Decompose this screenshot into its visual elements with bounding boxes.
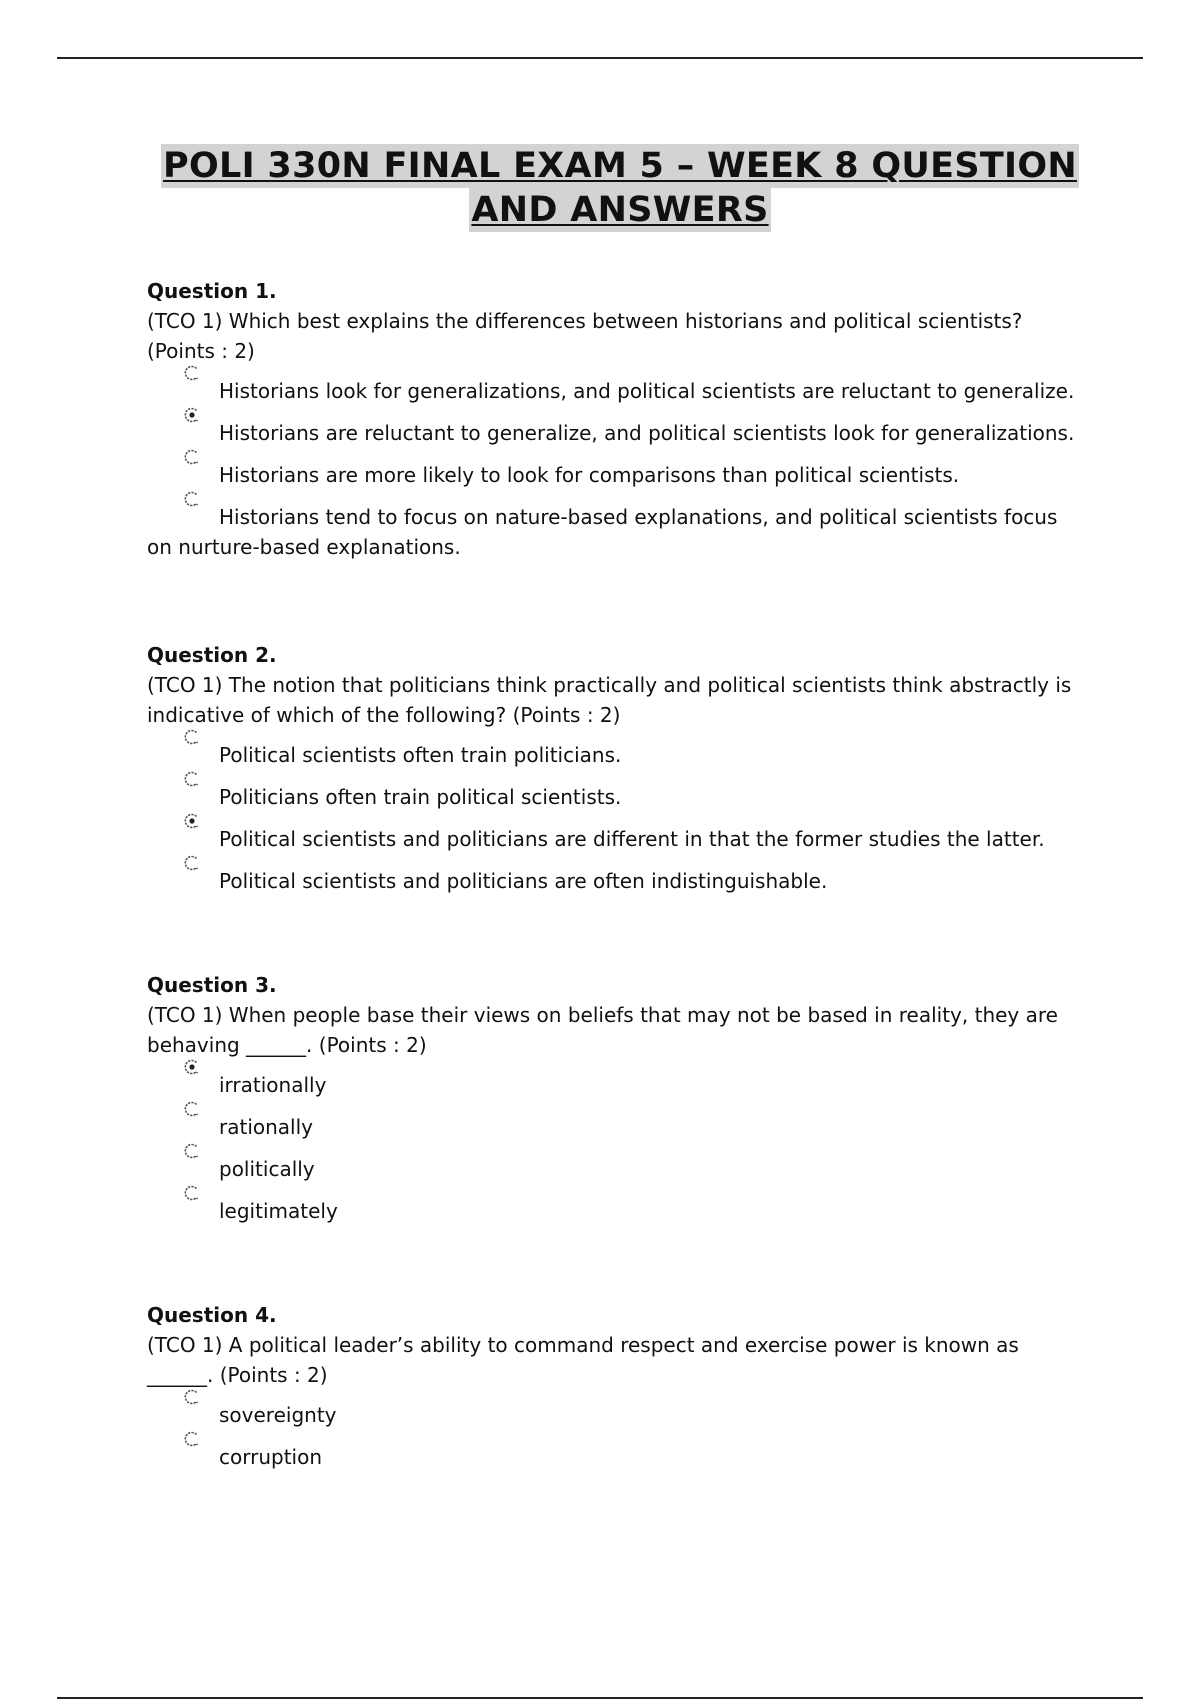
answer-option-label: politically [219, 1157, 315, 1181]
answer-option[interactable] [147, 1394, 1077, 1436]
answer-option[interactable] [147, 1190, 1077, 1232]
question-text: (TCO 1) The notion that politicians think practically and political scientists think abstractly is indicative of which of the following? (Points : 2) [147, 673, 1072, 727]
question-text: (TCO 1) A political leader’s ability to command respect and exercise power is known as ______. (Points : 2) [147, 1333, 1019, 1387]
answer-option-label: Political scientists and politicians are often indistinguishable. [219, 869, 828, 893]
radio-button-icon[interactable] [183, 812, 201, 830]
answer-option-label: corruption [219, 1445, 323, 1469]
answer-option-label: rationally [219, 1115, 313, 1139]
page-title [100, 144, 1140, 232]
radio-button-icon[interactable] [183, 770, 201, 788]
answer-option[interactable] [147, 776, 1077, 818]
answer-option[interactable] [147, 1064, 1077, 1106]
radio-button-icon[interactable] [183, 406, 201, 424]
answer-option-label: Politicians often train political scientists. [219, 785, 622, 809]
question-text: (TCO 1) Which best explains the differences between historians and political scientists? (Points : 2) [147, 309, 1023, 363]
question-heading: Question 2. [147, 643, 277, 667]
radio-button-icon[interactable] [183, 1100, 201, 1118]
radio-selected-dot [189, 412, 194, 417]
radio-button-icon[interactable] [183, 1184, 201, 1202]
radio-button-icon[interactable] [183, 728, 201, 746]
title-line-1: POLI 330N FINAL EXAM 5 – WEEK 8 QUESTION [163, 146, 1077, 186]
radio-button-icon[interactable] [183, 490, 201, 508]
radio-button-icon[interactable] [183, 1388, 201, 1406]
radio-button-icon[interactable] [183, 364, 201, 382]
question-list [147, 276, 1077, 1478]
answer-options [147, 1394, 1077, 1478]
question-1 [147, 276, 1077, 562]
answer-options [147, 1064, 1077, 1232]
answer-options [147, 370, 1077, 562]
radio-button-icon[interactable] [183, 1058, 201, 1076]
answer-option-label: Political scientists and politicians are different in that the former studies the latter. [219, 827, 1045, 851]
radio-button-icon[interactable] [183, 448, 201, 466]
question-heading: Question 1. [147, 279, 277, 303]
title-line-2: AND ANSWERS [471, 190, 769, 230]
question-text: (TCO 1) When people base their views on beliefs that may not be based in reality, they are behaving ______. (Points : 2) [147, 1003, 1058, 1057]
radio-button-icon[interactable] [183, 1430, 201, 1448]
footer-rule [57, 1697, 1143, 1699]
answer-option[interactable] [147, 370, 1077, 412]
question-heading: Question 3. [147, 973, 277, 997]
question-3 [147, 970, 1077, 1232]
answer-option-label: Historians look for generalizations, and political scientists are reluctant to generalize. [219, 379, 1075, 403]
radio-button-icon[interactable] [183, 854, 201, 872]
radio-button-icon[interactable] [183, 1142, 201, 1160]
radio-selected-dot [189, 818, 194, 823]
answer-option[interactable] [147, 734, 1077, 776]
answer-options [147, 734, 1077, 902]
answer-option-label: Historians are more likely to look for comparisons than political scientists. [219, 463, 960, 487]
answer-option[interactable] [147, 860, 1077, 902]
answer-option[interactable] [147, 454, 1077, 496]
radio-selected-dot [189, 1064, 194, 1069]
question-heading: Question 4. [147, 1303, 277, 1327]
answer-option[interactable] [147, 496, 1077, 562]
question-2 [147, 640, 1077, 902]
answer-option-label: sovereignty [219, 1403, 337, 1427]
answer-option-label: Political scientists often train politicians. [219, 743, 622, 767]
answer-option-label: Historians tend to focus on nature-based explanations, and political scientists focus on nurture-based explanations. [147, 505, 1058, 559]
answer-option-label: legitimately [219, 1199, 338, 1223]
answer-option-label: Historians are reluctant to generalize, and political scientists look for generalizations. [219, 421, 1075, 445]
header-rule [57, 57, 1143, 59]
answer-option[interactable] [147, 1436, 1077, 1478]
answer-option[interactable] [147, 1148, 1077, 1190]
question-4 [147, 1300, 1077, 1478]
answer-option-label: irrationally [219, 1073, 327, 1097]
answer-option[interactable] [147, 1106, 1077, 1148]
answer-option[interactable] [147, 412, 1077, 454]
answer-option[interactable] [147, 818, 1077, 860]
